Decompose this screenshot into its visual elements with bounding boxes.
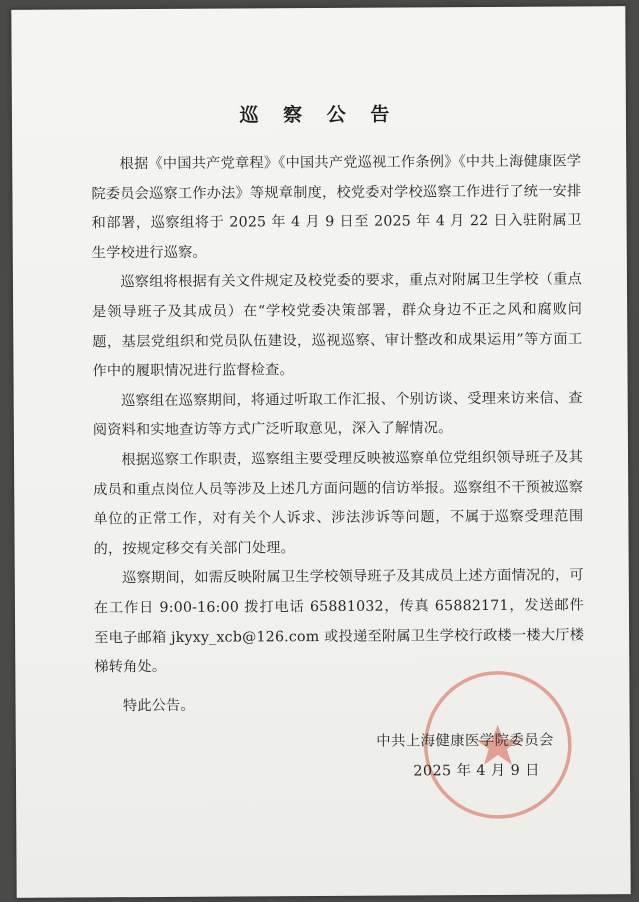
signature-organization: 中共上海健康医学院委员会 xyxy=(376,732,554,750)
paragraph: 根据巡察工作职责，巡察组主要受理反映被巡察单位党组织领导班子及其成员和重点岗位人员等涉及上述几方面问题的信访举报。巡察组不干预被巡察单位的正常工作，对有关个人诉求、涉法涉诉等问题，不属于巡察受理范围的，按规定移交有关部门处理。 xyxy=(93,449,584,558)
document-title: 巡 察 公 告 xyxy=(239,103,399,127)
document-page xyxy=(11,6,630,898)
signature-date: 2025 年 4 月 9 日 xyxy=(413,762,540,780)
paragraph: 巡察期间，如需反映附属卫生学校领导班子及其成员上述方面情况的，可在工作日 9:00-16:00 拨打电话 65881032，传真 65882171，发送邮件至电子邮箱 jkyxy_xcb@126.com 或投递至附属卫生学校行政楼一楼大厅楼梯转角处。 xyxy=(93,567,585,676)
closing-line: 特此公告。 xyxy=(122,697,195,714)
paragraph: 根据《中国共产党章程》《中国共产党巡视工作条例》《中共上海健康医学院委员会巡察工作办法》等规章制度，校党委对学校巡察工作进行了统一安排和部署，巡察组将于 2025 年 4 月 9 日至 2025 年 4 月 22 日入驻附属卫生学校进行巡察。 xyxy=(91,153,582,262)
paragraph: 巡察组将根据有关文件规定及校党委的要求，重点对附属卫生学校（重点是领导班子及其成员）在“学校党委决策部署，群众身边不正之风和腐败问题，基层党组织和党员队伍建设，巡视巡察、审计整改和成果运用”等方面工作中的履职情况进行监督检查。 xyxy=(92,271,583,380)
document-body xyxy=(91,147,584,721)
paragraph: 巡察组在巡察期间，将通过听取工作汇报、个别访谈、受理来访来信、查阅资料和实地查访等方式广泛听取意见，深入了解情况。 xyxy=(92,390,583,439)
